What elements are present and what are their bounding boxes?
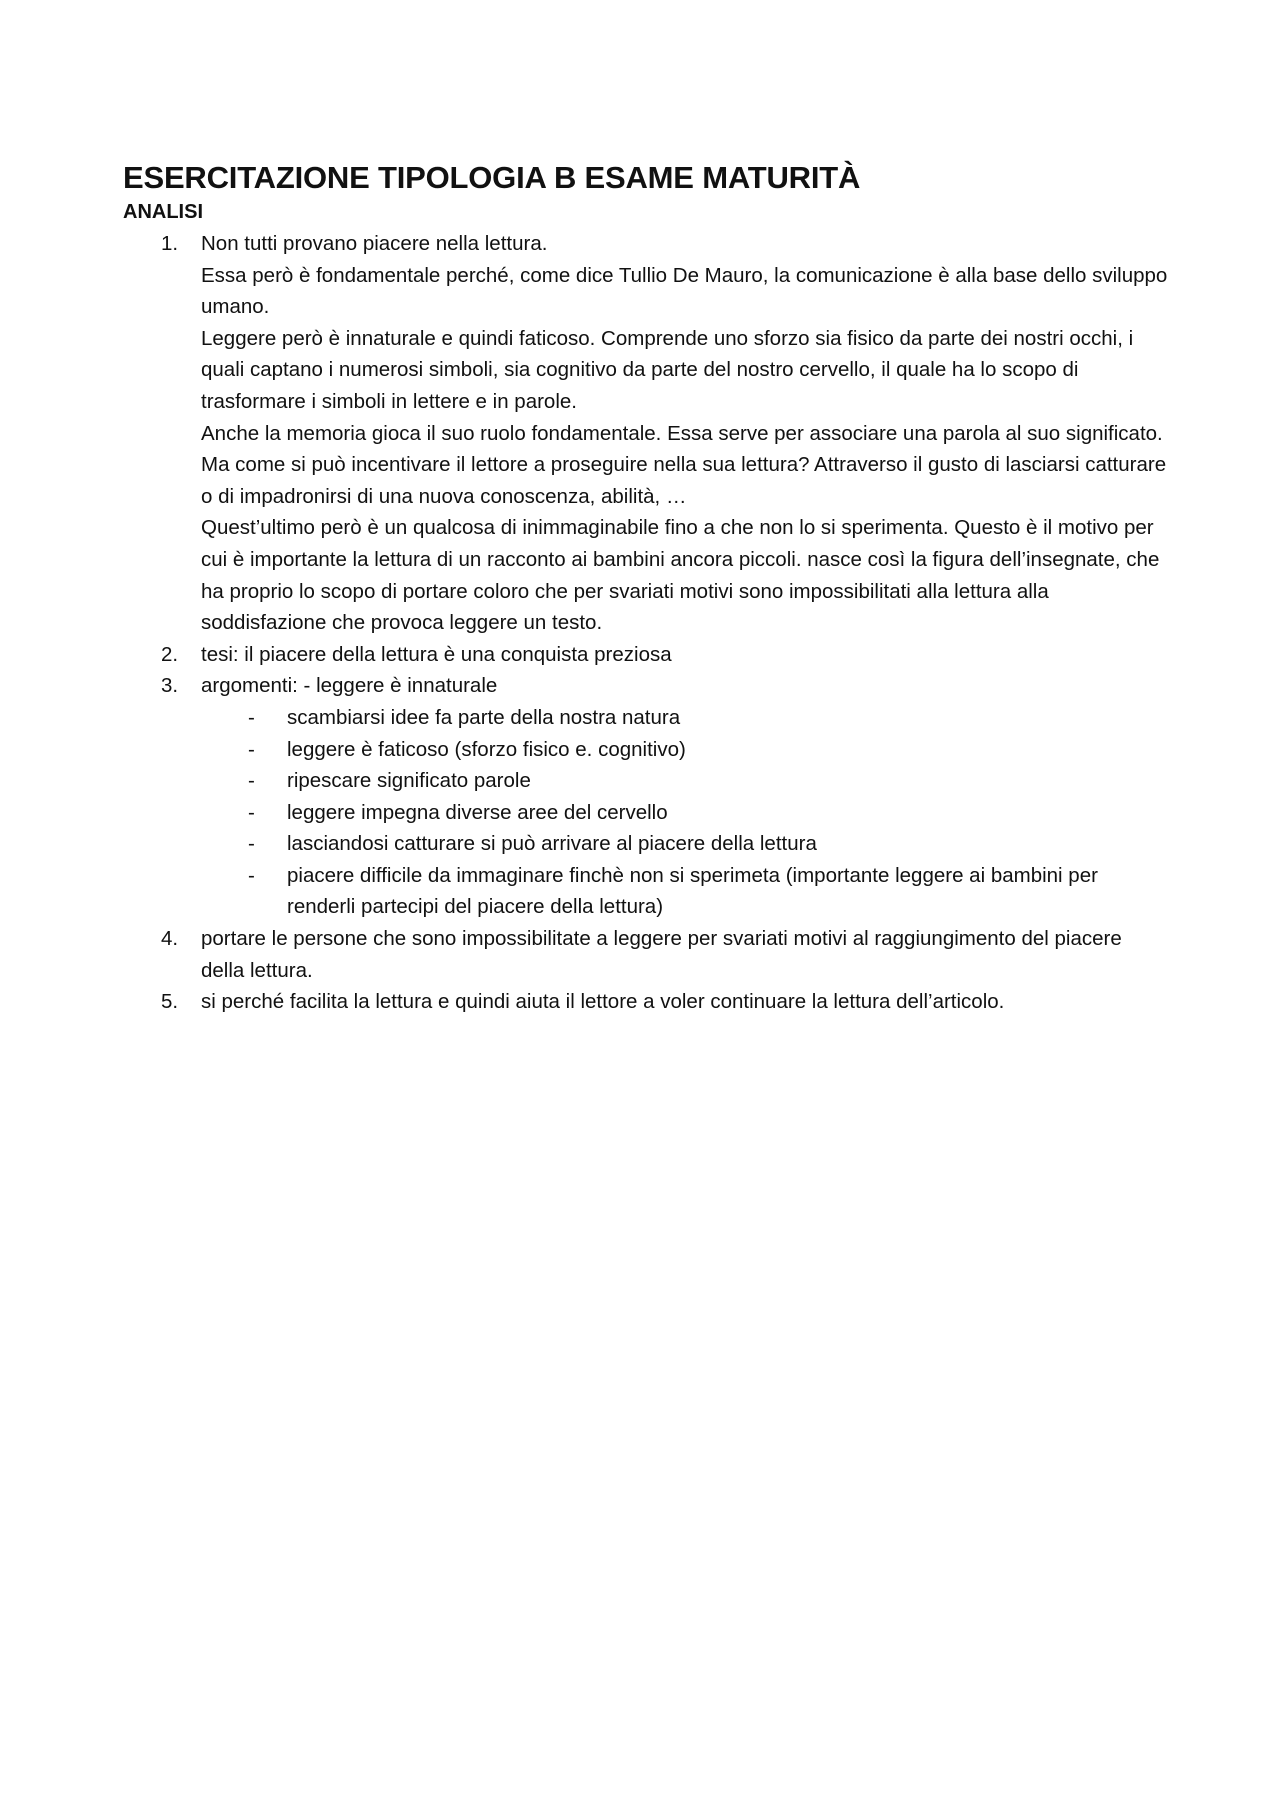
argument-text: leggere impegna diverse aree del cervello — [287, 800, 668, 824]
dash-bullet: - — [248, 737, 255, 761]
arguments-list — [123, 702, 1168, 923]
item-number: 1. — [161, 232, 179, 255]
paragraph: Leggere però è innaturale e quindi faticoso. Comprende uno sforzo sia fisico da parte dei nostri occhi, i quali captano i numerosi simboli, sia cognitivo da parte del nostro cervello, il quale ha lo scopo di trasformare i simboli in lettere e in parole. — [201, 326, 1134, 413]
paragraph: Non tutti provano piacere nella lettura. — [201, 232, 548, 255]
dash-bullet: - — [248, 705, 255, 729]
answer-item-3 — [123, 670, 1168, 702]
argument-text: ripescare significato parole — [287, 769, 531, 793]
answer-item-4 — [123, 923, 1168, 986]
item-number: 5. — [161, 990, 179, 1014]
paragraph: Anche la memoria gioca il suo ruolo fondamentale. Essa serve per associare una parola al suo significato. — [201, 421, 1163, 445]
item-number: 3. — [161, 674, 179, 698]
paragraph: Ma come si può incentivare il lettore a proseguire nella sua lettura? Attraverso il gusto di lasciarsi catturare o di impadronirsi di una nuova conoscenza, abilità, … — [201, 453, 1167, 508]
argument-text: scambiarsi idee fa parte della nostra natura — [287, 705, 681, 729]
argument-item — [123, 702, 1168, 734]
paragraph: Essa però è fondamentale perché, come dice Tullio De Mauro, la comunicazione è alla base dello sviluppo umano. — [201, 263, 1168, 319]
section-heading: ANALISI — [123, 201, 203, 223]
dash-bullet: - — [248, 863, 255, 887]
dash-bullet: - — [248, 832, 255, 856]
paragraph: si perché facilita la lettura e quindi aiuta il lettore a voler continuare la lettura dell’articolo. — [201, 990, 1005, 1014]
argument-item — [123, 765, 1168, 797]
item-number: 2. — [161, 642, 179, 666]
answer-item-5 — [123, 986, 1168, 1018]
paragraph: portare le persone che sono impossibilitate a leggere per svariati motivi al raggiungimento del piacere della lettura. — [201, 927, 1122, 982]
paragraph: tesi: il piacere della lettura è una conquista preziosa — [201, 642, 672, 666]
answer-item-2 — [123, 639, 1168, 671]
dash-bullet: - — [248, 769, 255, 793]
argument-text: lasciandosi catturare si può arrivare al piacere della lettura — [287, 832, 817, 856]
paragraph: Quest’ultimo però è un qualcosa di inimmaginabile fino a che non lo si sperimenta. Questo è il motivo per cui è importante la lettura di un racconto ai bambini ancora piccoli. nasce così la figura dell’insegnate, che ha proprio lo scopo di portare coloro che per svariati motivi sono impossibilitati alla lettura alla soddisfazione che provoca leggere un testo. — [201, 516, 1160, 635]
answer-item-1 — [123, 228, 1168, 639]
argument-item — [123, 797, 1168, 829]
dash-bullet: - — [248, 800, 255, 824]
argument-item — [123, 734, 1168, 766]
document-title: ESERCITAZIONE TIPOLOGIA B ESAME MATURITÀ — [123, 160, 861, 195]
argument-text: piacere difficile da immaginare finchè non si sperimeta (importante leggere ai bambini per renderli partecipi del piacere della lettura) — [287, 863, 1098, 919]
argument-text: leggere è faticoso (sforzo fisico e. cognitivo) — [287, 737, 686, 761]
item-number: 4. — [161, 927, 179, 951]
argument-item — [123, 828, 1168, 860]
argument-item — [123, 860, 1168, 923]
arguments-label: argomenti: - leggere è innaturale — [201, 674, 498, 698]
answer-list — [123, 228, 1168, 1018]
document-page — [123, 158, 1168, 1018]
